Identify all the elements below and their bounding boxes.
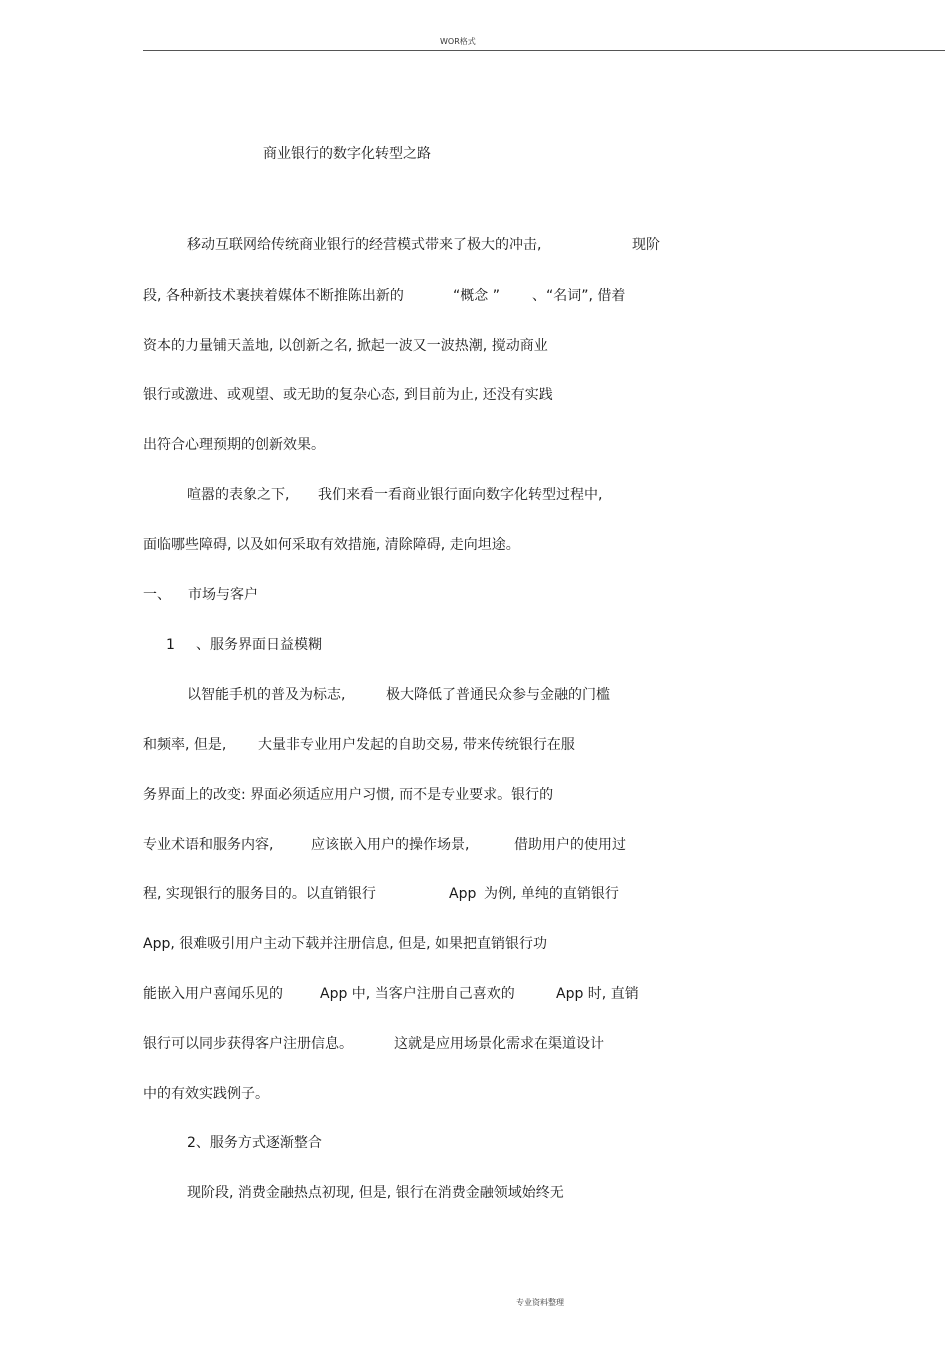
page-footer: 专业资料整理 bbox=[516, 1298, 564, 1307]
body-line: 我们来看一看商业银行面向数字化转型过程中, bbox=[318, 487, 603, 503]
body-line: 和频率, 但是, bbox=[143, 737, 227, 753]
body-line: 现阶段, 消费金融热点初现, 但是, 银行在消费金融领域始终无 bbox=[187, 1185, 564, 1201]
body-line: 段, 各种新技术裹挟着媒体不断推陈出新的 bbox=[143, 288, 404, 304]
body-line: 银行可以同步获得客户注册信息。 bbox=[143, 1036, 353, 1052]
body-line: App bbox=[449, 886, 477, 902]
subsection-heading: 、服务界面日益模糊 bbox=[196, 637, 322, 653]
body-line: 应该嵌入用户的操作场景, bbox=[311, 837, 470, 853]
body-line: 出符合心理预期的创新效果。 bbox=[143, 437, 325, 453]
body-line: 喧嚣的表象之下, bbox=[187, 487, 290, 503]
body-line: 极大降低了普通民众参与金融的门槛 bbox=[386, 687, 610, 703]
body-line: 务界面上的改变: 界面必须适应用户习惯, 而不是专业要求。银行的 bbox=[143, 787, 554, 803]
body-line: 大量非专业用户发起的自助交易, 带来传统银行在服 bbox=[258, 737, 575, 753]
body-line: App, 很难吸引用户主动下载并注册信息, 但是, 如果把直销银行功 bbox=[143, 936, 548, 952]
body-line: 面临哪些障碍, 以及如何采取有效措施, 清除障碍, 走向坦途。 bbox=[143, 537, 520, 553]
section-heading: 市场与客户 bbox=[188, 587, 258, 603]
body-line: 为例, 单纯的直销银行 bbox=[484, 886, 619, 902]
header-rule bbox=[143, 50, 945, 51]
body-line: App 时, 直销 bbox=[556, 986, 639, 1002]
subsection-number: 1 bbox=[166, 637, 175, 653]
page-header: WOR格式 bbox=[440, 37, 476, 46]
body-line: 以智能手机的普及为标志, bbox=[187, 687, 346, 703]
body-line: 能嵌入用户喜闻乐见的 bbox=[143, 986, 283, 1002]
body-line: App 中, 当客户注册自己喜欢的 bbox=[320, 986, 515, 1002]
body-line: 资本的力量铺天盖地, 以创新之名, 掀起一波又一波热潮, 搅动商业 bbox=[143, 338, 548, 354]
body-line: 移动互联网给传统商业银行的经营模式带来了极大的冲击, bbox=[187, 237, 542, 253]
body-line: 专业术语和服务内容, bbox=[143, 837, 274, 853]
document-title: 商业银行的数字化转型之路 bbox=[263, 146, 431, 162]
body-line: 中的有效实践例子。 bbox=[143, 1086, 269, 1102]
body-line: “概念 ” bbox=[453, 288, 500, 304]
section-number: 一、 bbox=[143, 587, 171, 603]
body-line: 、“名词”, 借着 bbox=[532, 288, 626, 304]
body-line: 这就是应用场景化需求在渠道设计 bbox=[394, 1036, 604, 1052]
subsection-heading: 2、服务方式逐渐整合 bbox=[187, 1135, 322, 1151]
body-line: 借助用户的使用过 bbox=[514, 837, 626, 853]
body-line: 银行或激进、或观望、或无助的复杂心态, 到目前为止, 还没有实践 bbox=[143, 387, 553, 403]
body-line: 现阶 bbox=[632, 237, 660, 253]
body-line: 程, 实现银行的服务目的。以直销银行 bbox=[143, 886, 376, 902]
